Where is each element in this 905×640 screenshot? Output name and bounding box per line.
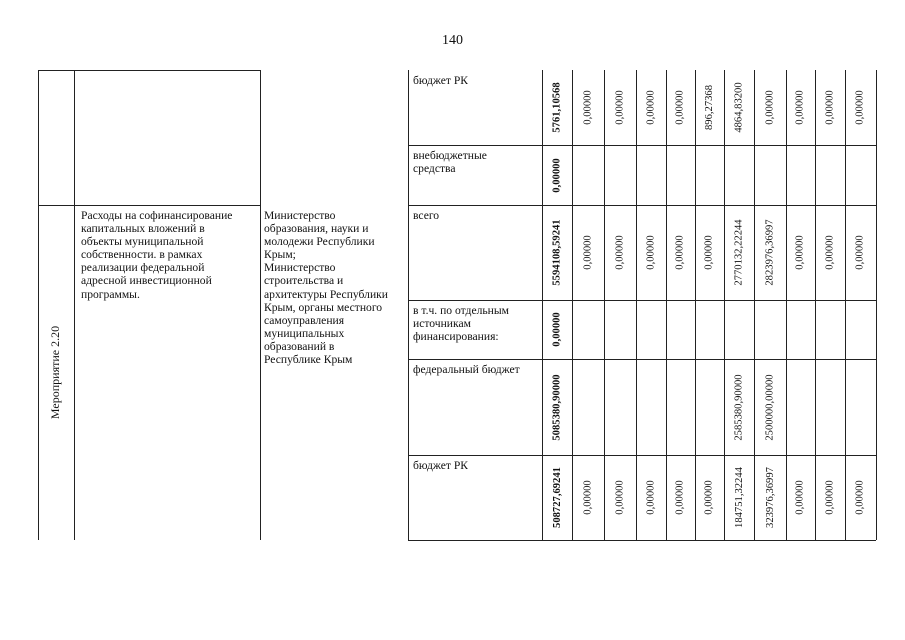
year-value: 0,00000 <box>582 90 594 125</box>
year-value: 0,00000 <box>675 480 686 515</box>
row-value-4-8 <box>786 359 815 455</box>
row-value-2-10 <box>845 205 876 300</box>
year-value: 184751,32244 <box>733 467 745 528</box>
measure-label-cell <box>38 205 74 540</box>
row-value-3-9 <box>815 300 845 359</box>
year-value: 0,00000 <box>824 90 836 125</box>
row-value-4-4 <box>666 359 695 455</box>
border-col-0 <box>408 70 409 540</box>
row-value-4-7 <box>754 359 786 455</box>
border-left-2 <box>260 70 261 540</box>
row-value-3-8 <box>786 300 815 359</box>
border-row-6 <box>408 540 876 541</box>
row-value-1-3 <box>636 145 666 205</box>
total-value: 5085380,90000 <box>551 373 563 441</box>
row-value-5-2 <box>604 455 636 540</box>
row-value-2-7 <box>754 205 786 300</box>
row-value-1-2 <box>604 145 636 205</box>
row-value-2-9 <box>815 205 845 300</box>
row-total-3-0 <box>542 300 572 359</box>
row-value-1-1 <box>572 145 604 205</box>
row-value-2-3 <box>636 205 666 300</box>
year-value: 0,00000 <box>855 235 866 270</box>
year-value: 0,00000 <box>824 235 836 270</box>
row-value-0-3 <box>636 70 666 145</box>
row-value-0-10 <box>845 70 876 145</box>
row-value-1-7 <box>754 145 786 205</box>
measure-executors: Министерство образования, науки и молодежи Республики Крым; Министерство строительства и архитектуры Республики Крым, органы местного самоуправления муниципальных образований в Республике Крым <box>264 209 388 367</box>
row-value-3-1 <box>572 300 604 359</box>
year-value: 0,00000 <box>645 480 657 515</box>
total-value: 508727,69241 <box>551 467 563 528</box>
measure-description: Расходы на софинансирование капитальных вложений в объекты муниципальной собственности. в рамках реализации федеральной адресной инвестиционной программы. <box>81 209 233 301</box>
row-value-5-3 <box>636 455 666 540</box>
year-value: 0,00000 <box>614 235 626 270</box>
row-value-0-1 <box>572 70 604 145</box>
measure-label: Мероприятие 2.20 <box>48 325 63 420</box>
total-value: 5761,10568 <box>551 82 563 133</box>
year-value: 0,00000 <box>764 90 776 125</box>
row-value-5-8 <box>786 455 815 540</box>
row-value-4-10 <box>845 359 876 455</box>
row-value-4-5 <box>695 359 724 455</box>
page-number: 140 <box>442 33 463 48</box>
row-value-1-4 <box>666 145 695 205</box>
row-value-4-3 <box>636 359 666 455</box>
year-value: 0,00000 <box>824 480 836 515</box>
row-value-1-5 <box>695 145 724 205</box>
row-value-5-10 <box>845 455 876 540</box>
row-value-1-8 <box>786 145 815 205</box>
row-value-3-7 <box>754 300 786 359</box>
row-value-0-5 <box>695 70 724 145</box>
year-value: 896,27368 <box>704 84 715 131</box>
border-left-1 <box>74 70 75 540</box>
row-value-5-9 <box>815 455 845 540</box>
row-value-0-7 <box>754 70 786 145</box>
row-value-4-2 <box>604 359 636 455</box>
row-source-1: внебюджетные средства <box>413 149 487 176</box>
row-value-2-8 <box>786 205 815 300</box>
row-source-4: федеральный бюджет <box>413 363 520 376</box>
row-source-0: бюджет РК <box>413 74 469 87</box>
row-total-1-0 <box>542 145 572 205</box>
year-value: 0,00000 <box>795 90 806 125</box>
row-value-3-5 <box>695 300 724 359</box>
year-value: 0,00000 <box>645 90 657 125</box>
year-value: 0,00000 <box>704 480 715 515</box>
year-value: 2500000,00000 <box>764 373 776 441</box>
row-value-1-10 <box>845 145 876 205</box>
row-value-2-4 <box>666 205 695 300</box>
row-value-5-4 <box>666 455 695 540</box>
row-value-5-5 <box>695 455 724 540</box>
year-value: 4864,83200 <box>733 82 745 133</box>
row-value-4-9 <box>815 359 845 455</box>
total-value: 5594108,59241 <box>551 219 563 286</box>
row-value-0-2 <box>604 70 636 145</box>
year-value: 0,00000 <box>614 480 626 515</box>
row-value-0-8 <box>786 70 815 145</box>
row-source-2: всего <box>413 209 440 222</box>
row-value-1-9 <box>815 145 845 205</box>
row-value-3-6 <box>724 300 754 359</box>
row-value-4-6 <box>724 359 754 455</box>
year-value: 0,00000 <box>614 90 626 125</box>
row-total-0-0 <box>542 70 572 145</box>
border-left-top <box>38 70 260 71</box>
year-value: 0,00000 <box>645 235 657 270</box>
year-value: 0,00000 <box>855 480 866 515</box>
total-value: 0,00000 <box>551 312 563 347</box>
year-value: 0,00000 <box>675 90 686 125</box>
row-source-5: бюджет РК <box>413 459 469 472</box>
border-col-12 <box>876 70 877 540</box>
year-value: 0,00000 <box>675 235 686 270</box>
year-value: 0,00000 <box>582 235 594 270</box>
row-value-4-1 <box>572 359 604 455</box>
year-value: 2823976,36997 <box>764 219 776 286</box>
row-value-2-5 <box>695 205 724 300</box>
row-value-5-6 <box>724 455 754 540</box>
year-value: 323976,36997 <box>764 467 776 528</box>
row-value-3-2 <box>604 300 636 359</box>
total-value: 0,00000 <box>551 157 563 193</box>
row-value-0-9 <box>815 70 845 145</box>
row-total-4-0 <box>542 359 572 455</box>
row-value-5-1 <box>572 455 604 540</box>
row-value-5-7 <box>754 455 786 540</box>
row-value-2-6 <box>724 205 754 300</box>
row-value-3-4 <box>666 300 695 359</box>
row-total-2-0 <box>542 205 572 300</box>
row-value-3-10 <box>845 300 876 359</box>
row-value-2-1 <box>572 205 604 300</box>
row-value-2-2 <box>604 205 636 300</box>
year-value: 2585380,90000 <box>733 373 745 441</box>
row-value-0-6 <box>724 70 754 145</box>
row-value-1-6 <box>724 145 754 205</box>
row-total-5-0 <box>542 455 572 540</box>
year-value: 0,00000 <box>795 235 806 270</box>
year-value: 0,00000 <box>855 90 866 125</box>
year-value: 2770132,22244 <box>733 219 745 286</box>
year-value: 0,00000 <box>704 235 715 270</box>
row-value-0-4 <box>666 70 695 145</box>
row-value-3-3 <box>636 300 666 359</box>
year-value: 0,00000 <box>795 480 806 515</box>
row-source-3: в т.ч. по отдельным источникам финансирования: <box>413 304 509 344</box>
year-value: 0,00000 <box>582 480 594 515</box>
